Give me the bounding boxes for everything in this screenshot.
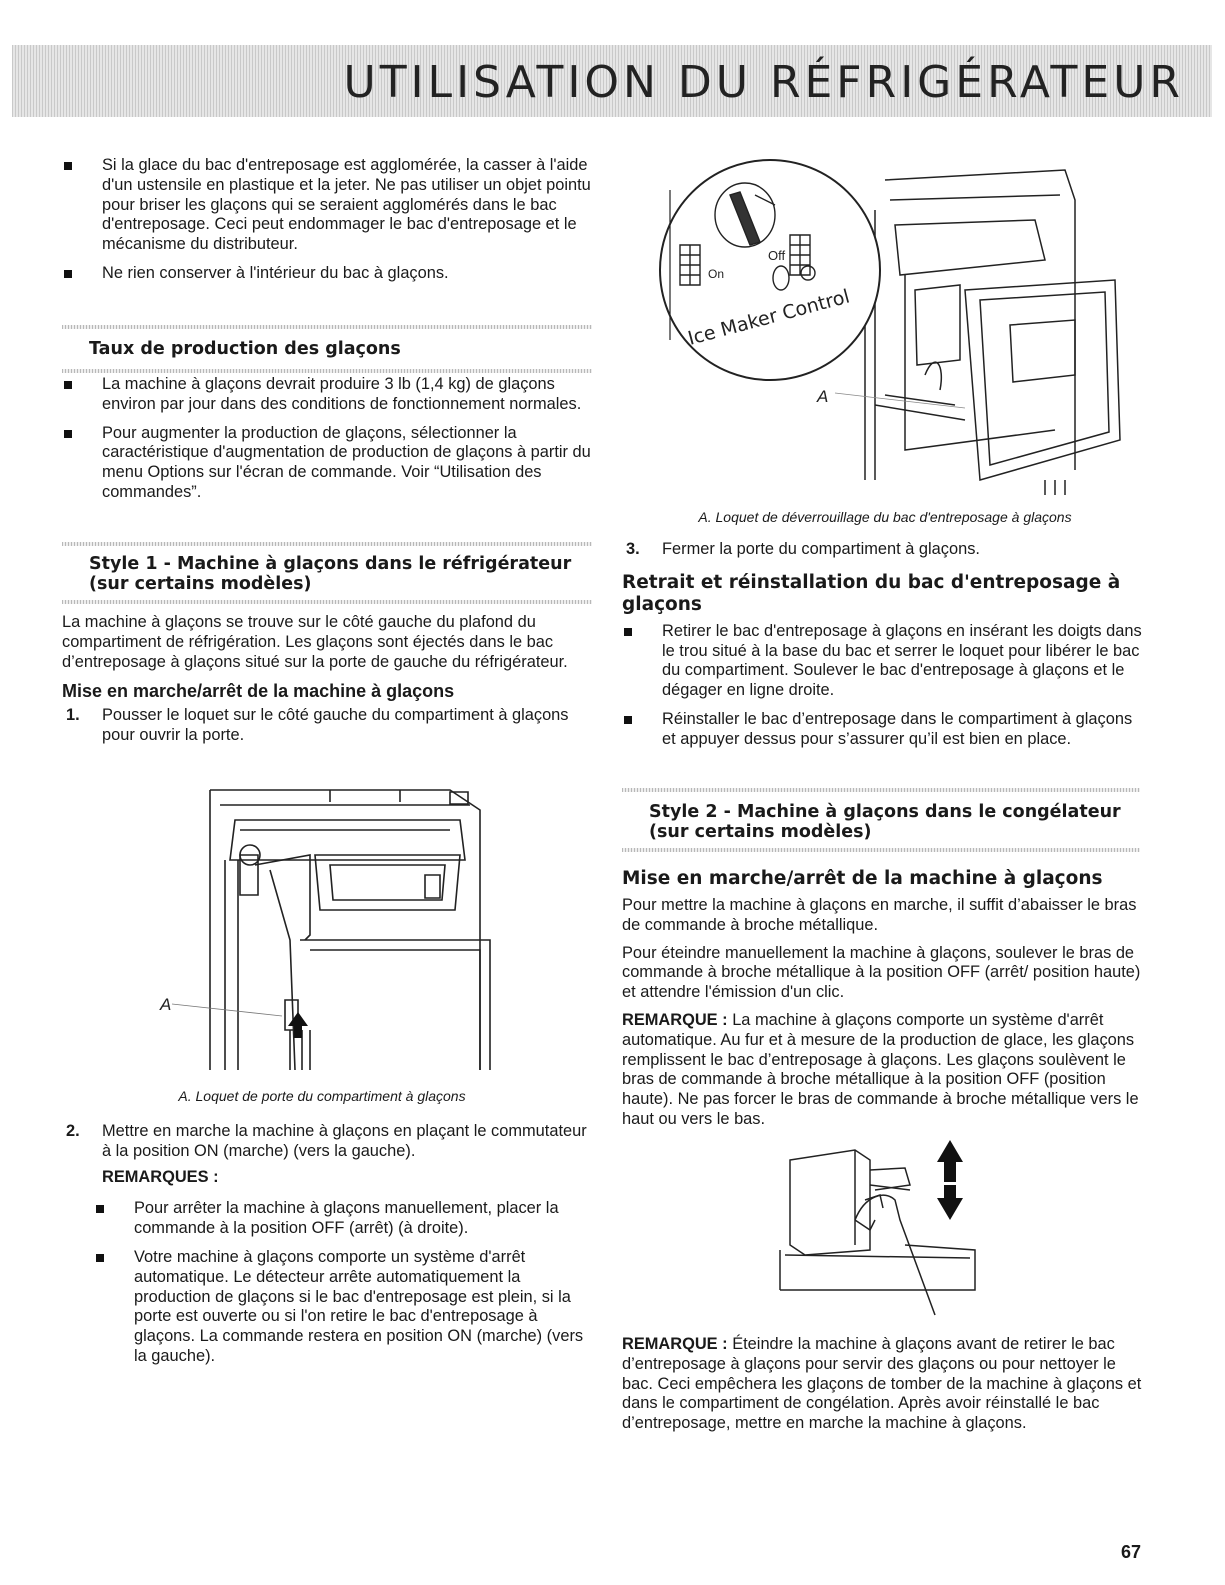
style1-body bbox=[62, 613, 592, 752]
list-item: La machine à glaçons devrait produire 3 lb (1,4 kg) de glaçons environ par jour dans des conditions de fonctionnement normales. bbox=[62, 375, 592, 415]
style1-heading-line1: Style 1 - Machine à glaçons dans le réfrigérateur bbox=[89, 554, 572, 574]
step-3-block bbox=[622, 540, 1142, 759]
step-3 bbox=[622, 540, 1142, 560]
on-label: On bbox=[708, 267, 725, 281]
remarque-paragraph bbox=[622, 1011, 1142, 1130]
style2-section-header bbox=[622, 788, 1140, 852]
list-item: Réinstaller le bac d’entreposage dans le compartiment à glaçons et appuyer dessus pour s’assurer qu’il est bien en place. bbox=[622, 710, 1142, 750]
list-item: Votre machine à glaçons comporte un système d'arrêt automatique. Le détecteur arrête automatiquement la production de glaçons si le bac d'entreposage est plein, si la porte est ouverte ou si l'on retire le bac d'entreposage à glaçons. La commande restera en position ON (marche) (vers la gauche). bbox=[94, 1248, 592, 1367]
taux-section-header bbox=[62, 325, 592, 373]
step-text: Mettre en marche la machine à glaçons en plaçant le commutateur à la position ON (marche) (vers la gauche). bbox=[102, 1122, 587, 1160]
list-item: Si la glace du bac d'entreposage est agglomérée, la casser à l'aide d'un ustensile en plastique et la jeter. Ne pas utiliser un objet pointu pour briser les glaçons qui se seraient agglomérés dans le bac d'entreposage. Ceci peut endommager le bac d'entreposage et le mécanisme du distributeur. bbox=[62, 156, 592, 255]
style2-heading-line1: Style 2 - Machine à glaçons dans le congélateur bbox=[649, 802, 1121, 822]
style1-paragraph: La machine à glaçons se trouve sur le côté gauche du plafond du compartiment de réfrigération. Les glaçons sont éjectés dans le bac d’entreposage à glaçons situé sur la porte de gauche du réfrigérateur. bbox=[62, 613, 568, 671]
list-item: Ne rien conserver à l'intérieur du bac à glaçons. bbox=[62, 264, 592, 284]
paragraph: Pour mettre la machine à glaçons en marche, il suffit d’abaisser le bras de commande à broche métallique. bbox=[622, 896, 1137, 934]
step-2-block bbox=[62, 1122, 592, 1376]
retrait-heading: Retrait et réinstallation du bac d'entreposage à glaçons bbox=[622, 571, 1121, 615]
remarque-text: Éteindre la machine à glaçons avant de retirer le bac d’entreposage à glaçons pour servir des glaçons ou pour nettoyer le bac. Ceci empêchera les glaçons de tomber de la machine à glaçons et dans le compartiment de congélation. Après avoir réinstallé le bac d’entreposage, mettre en marche la machine à glaçons. bbox=[622, 1335, 1142, 1433]
final-note bbox=[622, 1335, 1142, 1442]
step-2 bbox=[62, 1122, 592, 1162]
figure-caption: A. Loquet de porte du compartiment à glaçons bbox=[178, 1088, 466, 1104]
door-latch-illustration bbox=[150, 780, 530, 1080]
step-number: 3. bbox=[626, 540, 640, 558]
step-1 bbox=[62, 706, 592, 746]
figure-door-latch bbox=[150, 780, 530, 1080]
left-column bbox=[62, 156, 592, 293]
remarques-label: REMARQUES : bbox=[102, 1167, 219, 1186]
figure-label-a: A bbox=[160, 995, 172, 1014]
remarque-paragraph bbox=[622, 1335, 1142, 1434]
style2-heading-line2: (sur certains modèles) bbox=[649, 822, 872, 842]
list-item: Retirer le bac d'entreposage à glaçons en insérant les doigts dans le trou situé à la base du bac et serrer le loquet pour libérer le bac du compartiment. Soulever le bac d'entreposage à glaçons et le dégager en ligne droite. bbox=[622, 622, 1142, 701]
ice-maker-control-illustration bbox=[635, 150, 1135, 500]
figure-ice-maker-control bbox=[635, 150, 1135, 500]
remarque-text: La machine à glaçons comporte un système d'arrêt automatique. Au fur et à mesure de la production de glace, les glaçons remplissent le bac d’entreposage à glaçons. Les glaçons soulèvent le bras de commande à broche métallique à la position OFF (position haute). Ne pas forcer le bras de commande à broche métallique vers le haut ou vers le bas. bbox=[622, 1010, 1139, 1128]
taux-list bbox=[62, 375, 592, 512]
divider bbox=[62, 369, 592, 373]
step-number: 1. bbox=[66, 706, 80, 725]
figure-caption: A. Loquet de déverrouillage du bac d'entreposage à glaçons bbox=[698, 509, 1072, 525]
style1-section-header bbox=[62, 542, 592, 604]
figure-label-a: A bbox=[817, 387, 829, 406]
remarque-label: REMARQUE : bbox=[622, 1010, 728, 1029]
header-banner bbox=[12, 45, 1212, 117]
figure-wire-arm bbox=[775, 1140, 995, 1325]
control-label: Ice Maker Control bbox=[685, 285, 852, 350]
off-label: Off bbox=[768, 248, 786, 263]
paragraph: Pour éteindre manuellement la machine à glaçons, soulever le bras de commande à broche métallique à la position OFF (arrêt/ position haute) et attendre l'émission d'un clic. bbox=[622, 943, 1141, 1002]
step-text: Pousser le loquet sur le côté gauche du compartiment à glaçons pour ouvrir la porte. bbox=[102, 706, 569, 745]
divider bbox=[622, 848, 1140, 852]
step-number: 2. bbox=[66, 1122, 80, 1140]
list-item: Pour augmenter la production de glaçons, sélectionner la caractéristique d'augmentation de production de glaçons à partir du menu Options sur l'écran de commande. Voir “Utilisation des commandes”. bbox=[62, 424, 592, 503]
divider bbox=[62, 600, 592, 604]
section-heading-taux: Taux de production des glaçons bbox=[89, 339, 401, 359]
mise2-heading: Mise en marche/arrêt de la machine à glaçons bbox=[622, 868, 1103, 889]
step-text: Fermer la porte du compartiment à glaçons. bbox=[662, 540, 980, 558]
remarque-label: REMARQUE : bbox=[622, 1335, 728, 1353]
style2-body bbox=[622, 868, 1142, 1138]
style1-heading-line2: (sur certains modèles) bbox=[89, 574, 312, 594]
page-title: UTILISATION DU RÉFRIGÉRATEUR bbox=[343, 57, 1184, 108]
wire-arm-illustration bbox=[775, 1140, 995, 1325]
page-number: 67 bbox=[1120, 1542, 1141, 1562]
mise-heading: Mise en marche/arrêt de la machine à glaçons bbox=[62, 681, 455, 702]
list-item: Pour arrêter la machine à glaçons manuellement, placer la commande à la position OFF (arrêt) (à droite). bbox=[94, 1199, 592, 1239]
